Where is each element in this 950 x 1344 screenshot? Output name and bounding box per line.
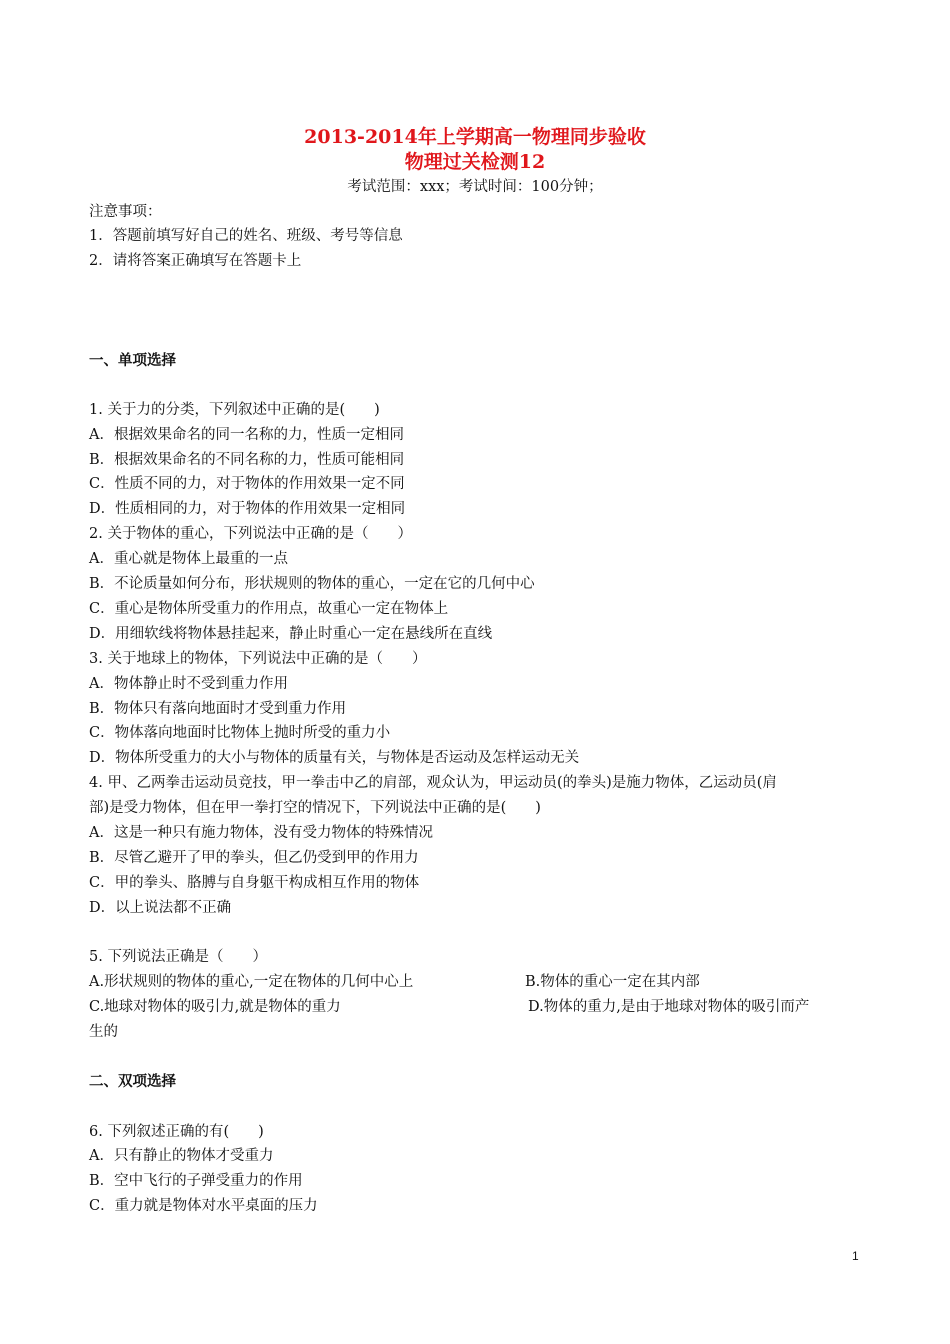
question-2-option-d: D．用细软线将物体悬挂起来，静止时重心一定在悬线所在直线 (89, 626, 493, 642)
question-3-stem: 3. 关于地球上的物体，下列说法中正确的是（ ） (89, 651, 427, 667)
question-1-option-b: B．根据效果命名的不同名称的力，性质可能相同 (89, 452, 405, 468)
question-5-option-c: C.地球对物体的吸引力,就是物体的重力 (89, 999, 341, 1015)
question-1-option-d: D．性质相同的力，对于物体的作用效果一定相同 (89, 501, 406, 517)
question-5-option-a: A.形状规则的物体的重心,一定在物体的几何中心上 (89, 974, 414, 990)
question-6-option-c: C．重力就是物体对水平桌面的压力 (89, 1198, 318, 1214)
question-5-stem: 5. 下列说法正确是（ ） (89, 949, 267, 965)
question-1-option-a: A．根据效果命名的同一名称的力，性质一定相同 (89, 427, 404, 443)
title-line-2: 物理过关检测12 (404, 151, 546, 173)
question-6-option-a: A．只有静止的物体才受重力 (89, 1148, 274, 1164)
question-5-option-d-continued: 生的 (89, 1024, 118, 1040)
notice-item: 2．请将答案正确填写在答题卡上 (89, 253, 302, 269)
question-2-option-a: A．重心就是物体上最重的一点 (89, 551, 288, 567)
question-4-option-c: C．甲的拳头、胳膊与自身躯干构成相互作用的物体 (89, 875, 420, 891)
title-line-1: 2013-2014年上学期高一物理同步验收 (304, 126, 646, 148)
question-4-stem-line-2: 部)是受力物体，但在甲一拳打空的情况下，下列说法中正确的是( ) (89, 800, 541, 816)
question-2-option-c: C．重心是物体所受重力的作用点，故重心一定在物体上 (89, 601, 449, 617)
notice-item: 1．答题前填写好自己的姓名、班级、考号等信息 (89, 228, 403, 244)
question-2-stem: 2. 关于物体的重心，下列说法中正确的是（ ） (89, 526, 412, 542)
question-1-stem: 1. 关于力的分类，下列叙述中正确的是( ) (89, 402, 380, 418)
question-4-option-d: D．以上说法都不正确 (89, 900, 232, 916)
section-heading-single-choice: 一、单项选择 (89, 353, 176, 369)
question-3-option-d: D．物体所受重力的大小与物体的质量有关，与物体是否运动及怎样运动无关 (89, 750, 580, 766)
question-5-option-d: D.物体的重力,是由于地球对物体的吸引而产 (528, 999, 810, 1015)
question-3-option-a: A．物体静止时不受到重力作用 (89, 676, 288, 692)
question-6-stem: 6. 下列叙述正确的有( ) (89, 1124, 264, 1140)
question-5-option-b: B.物体的重心一定在其内部 (525, 974, 700, 990)
question-6-option-b: B．空中飞行的子弹受重力的作用 (89, 1173, 303, 1189)
question-3-option-b: B．物体只有落向地面时才受到重力作用 (89, 701, 347, 717)
question-4-stem-line-1: 4. 甲、乙两拳击运动员竞技，甲一拳击中乙的肩部，观众认为，甲运动员(的拳头)是施力物体，乙运动员(肩 (89, 775, 777, 791)
page-number: 1 (852, 1249, 859, 1263)
question-4-option-b: B．尽管乙避开了甲的拳头，但乙仍受到甲的作用力 (89, 850, 419, 866)
question-2-option-b: B．不论质量如何分布，形状规则的物体的重心，一定在它的几何中心 (89, 576, 535, 592)
question-3-option-c: C．物体落向地面时比物体上抛时所受的重力小 (89, 725, 391, 741)
question-4-option-a: A．这是一种只有施力物体，没有受力物体的特殊情况 (89, 825, 433, 841)
question-1-option-c: C．性质不同的力，对于物体的作用效果一定不同 (89, 476, 405, 492)
notice-heading: 注意事项： (89, 204, 162, 220)
exam-info: 考试范围：xxx；考试时间：100分钟； (347, 179, 603, 195)
section-heading-double-choice: 二、双项选择 (89, 1074, 176, 1090)
